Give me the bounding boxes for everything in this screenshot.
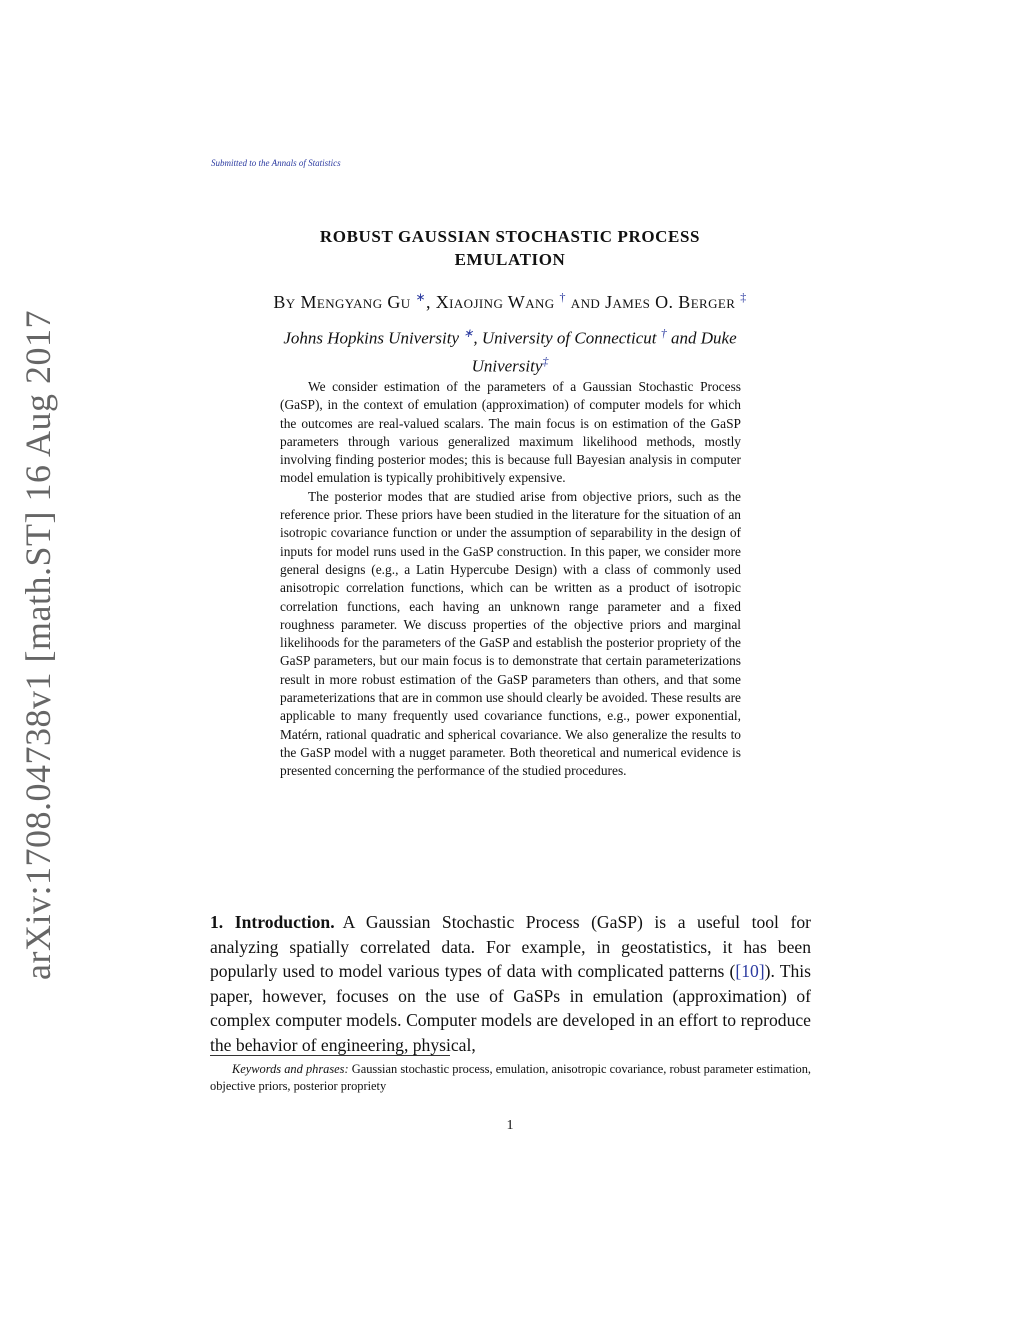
arxiv-side-stamp — [18, 310, 58, 980]
intro-paragraph — [210, 910, 811, 1057]
affiliations — [240, 322, 780, 377]
keywords-footnote — [210, 1061, 811, 1095]
intro-text: A Gaussian Stochastic Process (GaSP) is a useful tool for analyzing spatially correlated data. For example, in geostatistics, it has been popularly used to model various types of data with complicated patterns ( — [210, 912, 811, 981]
section-heading: 1. Introduction. — [210, 912, 335, 932]
title-line-2: EMULATION — [454, 250, 566, 269]
page-number: 1 — [506, 1118, 514, 1133]
affiliation: , University of Connecticut — [473, 328, 657, 348]
abstract-paragraph: The posterior modes that are studied arise from objective priors, such as the reference prior. These priors have been studied in the literature for the situation of an isotropic covariance function or under the assumption of separability in the design of inputs for model runs used in the GaSP construction. In this paper, we consider more general designs (e.g., a Latin Hypercube Design) with a class of commonly used anisotropic correlation functions, which can be written as a product of isotropic correlation functions, each having an unknown range parameter and a fixed roughness parameter. We discuss properties of the objective priors and marginal likelihoods for the parameters of the GaSP and establish the posterior propriety of the GaSP parameters, but our main focus is to demonstrate that certain parameterizations result in more robust estimation of the GaSP parameters than others, and that some parameterizations that are in common use should clearly be avoided. These results are applicable to many frequently used covariance functions, e.g., power exponential, Matérn, rational quadratic and spherical covariance. We also generalize the results to the GaSP model with a nugget parameter. Both theoretical and numerical evidence is presented concerning the performance of the studied procedures. — [280, 488, 741, 779]
author-name: Xiaojing Wang — [435, 292, 555, 312]
abstract-paragraph: We consider estimation of the parameters of a Gaussian Stochastic Process (GaSP), in the context of emulation (approximation) of computer models for which the outcomes are real-valued scalars. The main focus is on estimation of the GaSP parameters through various generalized maximum likelihood methods, mostly involving finding posterior modes; this is because full Bayesian analysis in computer model emulation is typically prohibitively expensive. — [280, 379, 741, 486]
affiliation: Johns Hopkins University — [283, 328, 459, 348]
introduction-section — [210, 910, 811, 1057]
intro-text: ). This paper, however, focuses on the use of GaSPs in emulation (approximation) of complex computer models. Computer models are developed in an effort to reproduce the behavior of engineering, physical, — [210, 961, 811, 1055]
footnote-mark: ‡ — [542, 353, 549, 368]
separator: , — [425, 292, 431, 312]
keywords-list: Gaussian stochastic process, emulation, anisotropic covariance, robust parameter estimation, objective priors, posterior propriety — [210, 1062, 812, 1093]
and-label: and — [570, 292, 601, 312]
paper-title — [210, 225, 810, 271]
affiliation: University — [471, 356, 543, 376]
abstract — [280, 378, 741, 781]
footnote-mark[interactable]: ‡ — [740, 290, 747, 304]
journal-header[interactable]: Submitted to the Annals of Statistics — [211, 158, 341, 168]
citation-link[interactable]: [10] — [735, 961, 765, 981]
author-list — [210, 290, 810, 313]
author-name: Mengyang Gu — [300, 292, 411, 312]
keywords-text — [210, 1061, 811, 1095]
keywords-label: Keywords and phrases: — [232, 1062, 349, 1076]
author-name: James O. Berger — [605, 292, 736, 312]
footnote-mark[interactable]: † — [559, 290, 566, 304]
footnote-divider — [210, 1055, 450, 1056]
title-line-1: ROBUST GAUSSIAN STOCHASTIC PROCESS — [319, 227, 701, 246]
footnote-mark[interactable]: ∗ — [415, 290, 426, 304]
by-label: By — [273, 292, 296, 312]
footnote-mark: † — [660, 326, 667, 340]
arxiv-identifier: arXiv:1708.04738v1 [math.ST] 16 Aug 2017 — [18, 310, 58, 980]
affiliation: and Duke — [671, 328, 737, 348]
footnote-mark: ∗ — [463, 326, 474, 340]
